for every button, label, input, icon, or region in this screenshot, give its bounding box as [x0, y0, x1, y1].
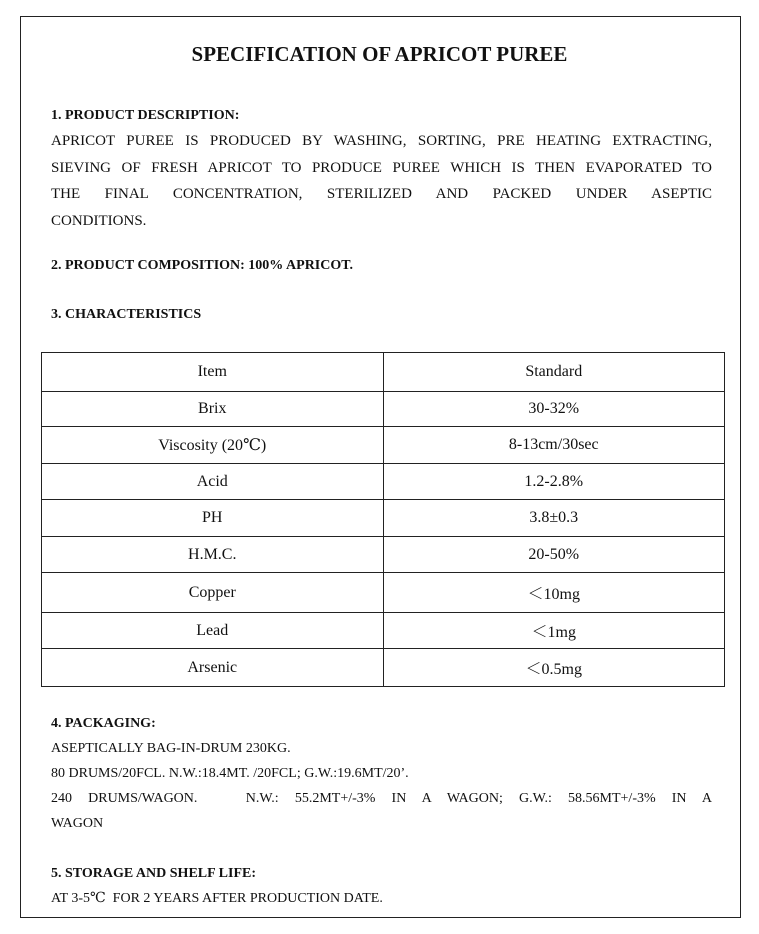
item-cell: Arsenic — [42, 649, 384, 687]
item-cell: Acid — [42, 464, 384, 500]
section-heading-packaging: 4. PACKAGING: — [51, 716, 156, 731]
packaging-line: ASEPTICALLY BAG-IN-DRUM 230KG. — [51, 741, 291, 756]
item-cell: PH — [42, 500, 384, 537]
table-row — [42, 649, 725, 687]
table-row — [42, 392, 725, 427]
section-heading-composition: 2. PRODUCT COMPOSITION: 100% APRICOT. — [51, 258, 354, 273]
table-row — [42, 500, 725, 537]
table-row — [42, 464, 725, 500]
packaging-line: WAGON — [51, 816, 104, 831]
standard-cell: 3.8±0.3 — [383, 500, 725, 537]
table-row — [42, 537, 725, 573]
standard-cell: ＜0.5mg — [383, 649, 725, 687]
standard-cell: 8-13cm/30sec — [383, 427, 725, 464]
table-row — [42, 573, 725, 613]
item-cell: Copper — [42, 573, 384, 613]
characteristics-table — [41, 352, 725, 687]
description-line: THE FINAL CONCENTRATION, STERILIZED AND PACKED UNDER ASEPTIC — [51, 186, 712, 202]
item-cell: Lead — [42, 613, 384, 649]
standard-cell: ＜10mg — [383, 573, 725, 613]
storage-text: AT 3-5℃ FOR 2 YEARS AFTER PRODUCTION DATE. — [51, 891, 383, 906]
packaging-paragraph — [51, 736, 712, 836]
section-heading-description: 1. PRODUCT DESCRIPTION: — [51, 108, 240, 123]
table-row — [42, 427, 725, 464]
standard-cell: 1.2-2.8% — [383, 464, 725, 500]
description-line: APRICOT PUREE IS PRODUCED BY WASHING, SORTING, PRE HEATING EXTRACTING, — [51, 133, 712, 149]
column-header-item: Item — [42, 353, 384, 392]
item-cell: Viscosity (20℃) — [42, 427, 384, 464]
document-title: SPECIFICATION OF APRICOT PUREE — [191, 42, 568, 66]
standard-cell: 30-32% — [383, 392, 725, 427]
description-paragraph — [51, 128, 712, 234]
item-cell: H.M.C. — [42, 537, 384, 573]
section-heading-storage: 5. STORAGE AND SHELF LIFE: — [51, 866, 256, 881]
table-row — [42, 613, 725, 649]
table-header-row — [42, 353, 725, 392]
standard-cell: 20-50% — [383, 537, 725, 573]
item-cell: Brix — [42, 392, 384, 427]
column-header-standard: Standard — [383, 353, 725, 392]
description-line: SIEVING OF FRESH APRICOT TO PRODUCE PUREE WHICH IS THEN EVAPORATED TO — [51, 159, 712, 176]
packaging-line: 80 DRUMS/20FCL. N.W.:18.4MT. /20FCL; G.W.:19.6MT/20’. — [51, 766, 409, 781]
description-line: CONDITIONS. — [51, 212, 147, 229]
packaging-line: 240 DRUMS/WAGON. N.W.: 55.2MT+/-3% IN A WAGON; G.W.: 58.56MT+/-3% IN A — [51, 791, 712, 806]
standard-cell: ＜1mg — [383, 613, 725, 649]
section-heading-characteristics: 3. CHARACTERISTICS — [51, 307, 202, 322]
